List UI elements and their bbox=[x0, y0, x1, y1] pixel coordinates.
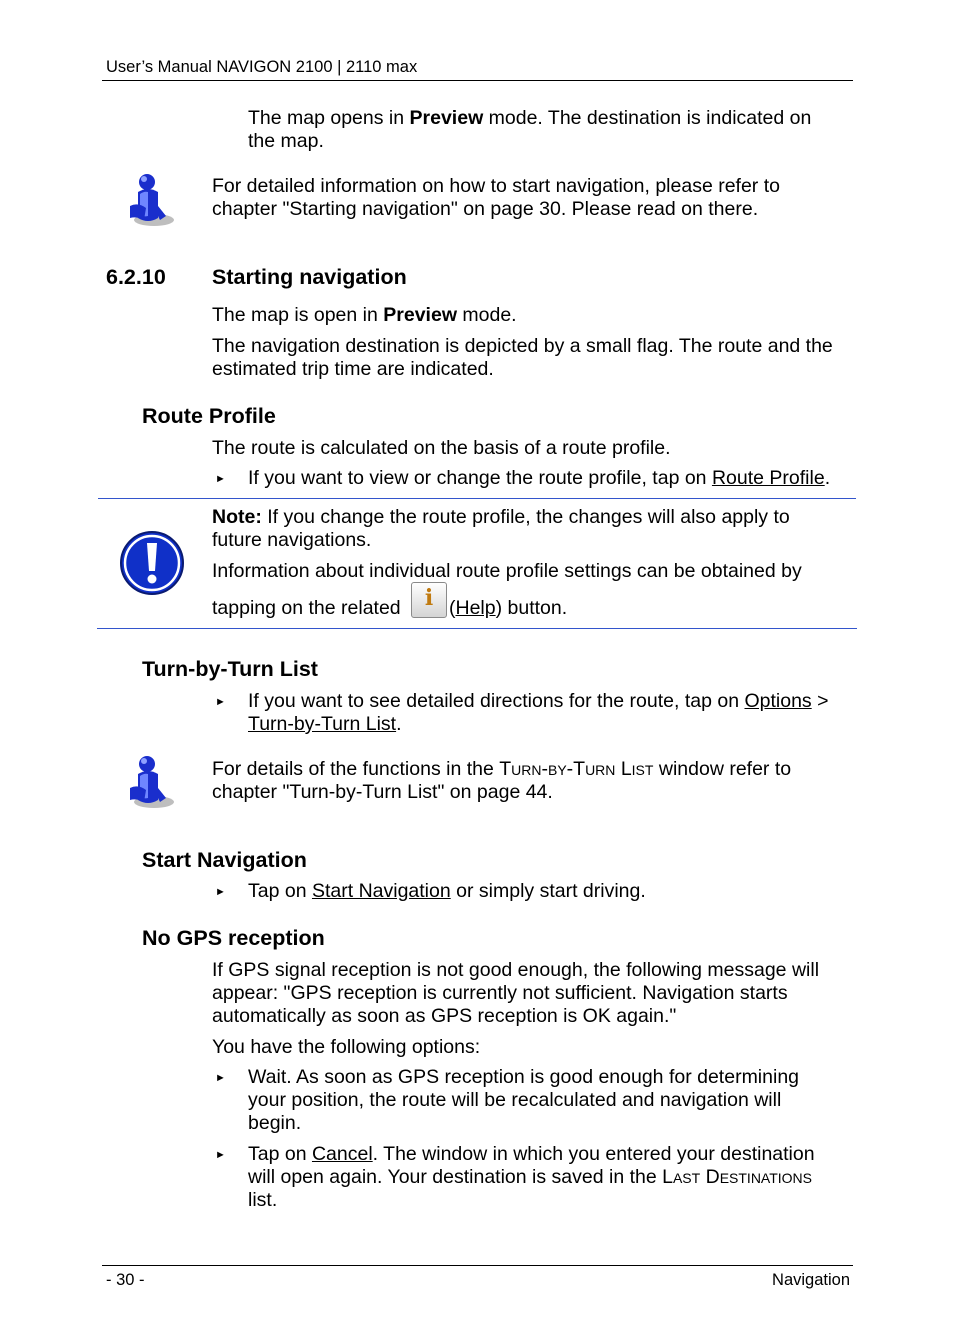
running-header: User’s Manual NAVIGON 2100 | 2110 max bbox=[106, 58, 418, 76]
intro-paragraph bbox=[248, 107, 811, 153]
text: or simply start driving. bbox=[450, 880, 646, 902]
list-name: Last Destinations bbox=[662, 1166, 813, 1188]
bullet-icon: ► bbox=[215, 886, 226, 898]
info-person-icon bbox=[124, 752, 176, 810]
text: The map is open in bbox=[212, 304, 384, 326]
note-paragraph bbox=[449, 597, 567, 620]
options-link[interactable]: Options bbox=[744, 690, 812, 712]
info-person-icon bbox=[124, 170, 176, 228]
section-title: Starting navigation bbox=[212, 265, 407, 289]
exclamation-icon bbox=[119, 530, 185, 596]
text: The map opens in bbox=[248, 107, 410, 129]
help-info-icon: i bbox=[424, 585, 434, 611]
note-bottom-rule bbox=[97, 628, 857, 629]
text: If you want to view or change the route profile, tap on bbox=[248, 467, 712, 489]
text: appear: "GPS reception is currently not sufficient. Navigation starts bbox=[212, 982, 788, 1004]
footer-section: Navigation bbox=[772, 1271, 850, 1289]
bullet-item bbox=[248, 1143, 815, 1212]
bold-term: Preview bbox=[383, 304, 457, 326]
text: window refer to bbox=[653, 758, 792, 780]
text: estimated trip time are indicated. bbox=[212, 358, 494, 380]
text: . bbox=[824, 467, 831, 489]
subheading-route-profile: Route Profile bbox=[142, 404, 276, 428]
subheading-turn-by-turn: Turn-by-Turn List bbox=[142, 657, 318, 681]
help-link[interactable]: Help bbox=[455, 597, 496, 619]
subheading-no-gps: No GPS reception bbox=[142, 926, 325, 950]
help-button[interactable] bbox=[411, 582, 447, 618]
cancel-link[interactable]: Cancel bbox=[311, 1143, 373, 1165]
note-top-rule bbox=[98, 498, 856, 499]
text: . The window in which you entered your destination bbox=[372, 1143, 815, 1165]
paragraph: You have the following options: bbox=[212, 1036, 481, 1058]
text: the map. bbox=[248, 130, 324, 152]
text: mode. bbox=[456, 304, 517, 326]
page-number: - 30 - bbox=[106, 1271, 145, 1289]
text: list. bbox=[248, 1189, 278, 1211]
paragraph bbox=[212, 304, 517, 327]
text: If you change the route profile, the changes will also apply to bbox=[261, 506, 790, 528]
text: chapter "Starting navigation" on page 30. Please read on there. bbox=[212, 198, 759, 220]
text: For detailed information on how to start navigation, please refer to bbox=[212, 175, 780, 197]
text: ( bbox=[449, 597, 456, 619]
paragraph bbox=[212, 959, 819, 1028]
text: tapping on the related bbox=[212, 597, 401, 619]
text: mode. The destination is indicated on bbox=[483, 107, 812, 129]
text: If GPS signal reception is not good enough, the following message will bbox=[212, 959, 820, 981]
start-navigation-link[interactable]: Start Navigation bbox=[311, 880, 451, 902]
section-number: 6.2.10 bbox=[106, 265, 166, 289]
bold-term: Preview bbox=[409, 107, 484, 129]
note-label: Note: bbox=[212, 506, 262, 528]
text: For details of the functions in the bbox=[212, 758, 500, 780]
text: Tap on bbox=[248, 880, 312, 902]
paragraph: The route is calculated on the basis of a route profile. bbox=[212, 437, 671, 459]
bullet-icon: ► bbox=[215, 696, 226, 708]
turn-by-turn-list-link[interactable]: Turn-by-Turn List bbox=[248, 713, 397, 735]
text: The navigation destination is depicted by a small flag. The route and the bbox=[212, 335, 833, 357]
note-paragraph bbox=[212, 506, 790, 552]
subheading-start-navigation: Start Navigation bbox=[142, 848, 307, 872]
text: will open again. Your destination is saved in the bbox=[248, 1166, 663, 1188]
text: your position, the route will be recalculated and navigation will bbox=[248, 1089, 782, 1111]
text: Wait. As soon as GPS reception is good enough for determining bbox=[248, 1066, 800, 1088]
text: begin. bbox=[248, 1112, 302, 1134]
bullet-item bbox=[248, 690, 829, 736]
text: Tap on bbox=[248, 1143, 312, 1165]
text: chapter "Turn-by-Turn List" on page 44. bbox=[212, 781, 553, 803]
window-name: Turn-by-Turn List bbox=[499, 758, 654, 780]
text: automatically as soon as GPS reception is OK again." bbox=[212, 1005, 677, 1027]
note-paragraph: Information about individual route profile settings can be obtained by bbox=[212, 560, 802, 582]
text: ) button. bbox=[495, 597, 568, 619]
text: > bbox=[811, 690, 829, 712]
note-paragraph bbox=[212, 597, 401, 620]
bullet-item bbox=[248, 467, 830, 490]
route-profile-link[interactable]: Route Profile bbox=[711, 467, 825, 489]
bullet-icon: ► bbox=[215, 1149, 226, 1161]
info-paragraph bbox=[212, 758, 791, 804]
bullet-icon: ► bbox=[215, 1072, 226, 1084]
info-paragraph bbox=[212, 175, 780, 221]
bullet-icon: ► bbox=[215, 473, 226, 485]
text: If you want to see detailed directions for the route, tap on bbox=[248, 690, 745, 712]
text: . bbox=[396, 713, 402, 735]
paragraph bbox=[212, 335, 833, 381]
header-rule bbox=[102, 80, 853, 81]
footer-rule bbox=[102, 1265, 853, 1266]
bullet-item bbox=[248, 880, 646, 903]
text: future navigations. bbox=[212, 529, 372, 551]
bullet-item bbox=[248, 1066, 799, 1135]
